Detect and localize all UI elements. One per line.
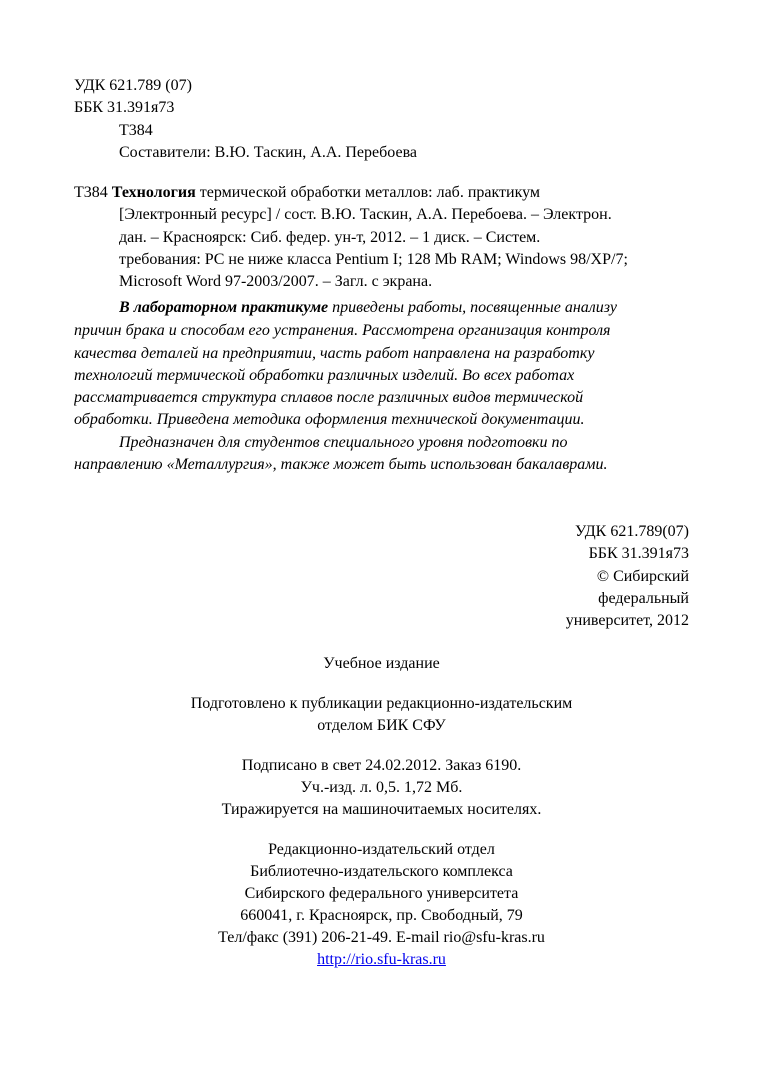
copyright-line-3: университет, 2012 bbox=[565, 612, 689, 629]
publisher-complex: Библиотечно-издательского комплекса bbox=[250, 863, 513, 880]
prepared-line-1: Подготовлено к публикации редакционно-издательским bbox=[190, 695, 573, 712]
abstract-lead: В лабораторном практикуме bbox=[119, 300, 329, 316]
author-mark: Т384 bbox=[119, 122, 153, 139]
abstract-line-7: Предназначен для студентов специального уровня подготовки по bbox=[119, 435, 568, 451]
rights-udk: УДК 621.789(07) bbox=[575, 523, 689, 540]
publisher-url-link[interactable]: http://rio.sfu-kras.ru bbox=[317, 951, 446, 968]
publisher-dept: Редакционно-издательский отдел bbox=[268, 841, 495, 858]
bib-title-word: Технология bbox=[111, 184, 196, 201]
bib-author-mark: Т384 bbox=[74, 184, 108, 201]
signed-line: Подписано в свет 24.02.2012. Заказ 6190. bbox=[241, 757, 522, 774]
bbk-code: ББК 31.391я73 bbox=[74, 99, 175, 116]
media-line: Тиражируется на машиночитаемых носителях. bbox=[221, 801, 542, 818]
publisher-contacts: Тел/факс (391) 206-21-49. E-mail rio@sfu-kras.ru bbox=[218, 929, 545, 946]
abstract-line-8: направлению «Металлургия», также может быть использован бакалаврами. bbox=[74, 456, 608, 473]
copyright-line-2: федеральный bbox=[598, 590, 689, 607]
copyright-line-1: © Сибирский bbox=[596, 568, 689, 585]
bib-entry-line-4: требования: PC не ниже класса Pentium I; 128 Mb RAM; Windows 98/XP/7; bbox=[119, 251, 628, 268]
publisher-university: Сибирского федерального университета bbox=[244, 885, 519, 902]
bib-entry-line-3: дан. – Красноярск: Сиб. федер. ун-т, 2012. – 1 диск. – Систем. bbox=[119, 229, 541, 246]
bib-entry-line-2: [Электронный ресурс] / сост. В.Ю. Таскин, А.А. Перебоева. – Электрон. bbox=[119, 206, 612, 223]
udk-code: УДК 621.789 (07) bbox=[74, 77, 192, 94]
abstract-line-6: обработки. Приведена методика оформления технической документации. bbox=[74, 411, 585, 428]
volume-line: Уч.-изд. л. 0,5. 1,72 Мб. bbox=[300, 779, 463, 796]
compilers-line: Составители: В.Ю. Таскин, А.А. Перебоева bbox=[119, 144, 418, 161]
abstract-line-2: причин брака и способам его устранения. Рассмотрена организация контроля bbox=[74, 323, 611, 339]
abstract-line-3: качества деталей на предприятии, часть работ направлена на разработку bbox=[74, 346, 595, 362]
publisher-address: 660041, г. Красноярск, пр. Свободный, 79 bbox=[240, 907, 523, 924]
publisher-url-line bbox=[0, 952, 763, 968]
edition-type: Учебное издание bbox=[323, 655, 440, 672]
rights-bbk: ББК 31.391я73 bbox=[588, 545, 689, 562]
bib-entry-line-5: Microsoft Word 97-2003/2007. – Загл. с экрана. bbox=[119, 273, 433, 290]
bib-title-rest: термической обработки металлов: лаб. практикум bbox=[195, 184, 541, 201]
prepared-line-2: отделом БИК СФУ bbox=[317, 717, 446, 734]
abstract-line-4: технологий термической обработки различных изделий. Во всех работах bbox=[74, 368, 575, 384]
abstract-line-5: рассматривается структура сплавов после различных видов термической bbox=[74, 390, 584, 406]
bib-entry-line-1 bbox=[74, 185, 540, 201]
abstract-line-1 bbox=[119, 300, 689, 320]
abstract-line-1-rest: приведены работы, посвященные анализу bbox=[328, 300, 617, 316]
